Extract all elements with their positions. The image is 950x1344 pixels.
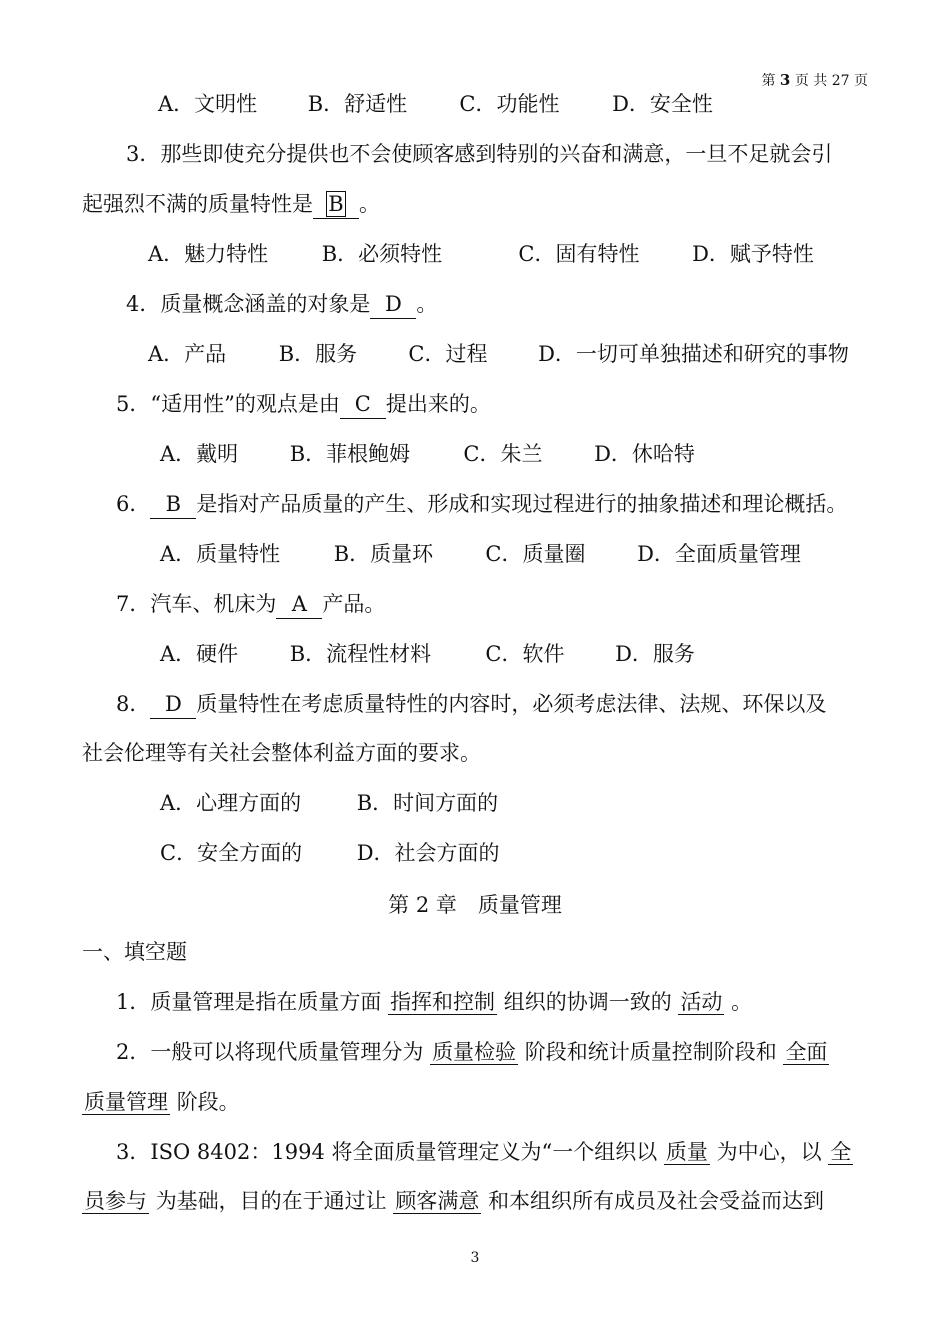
q5-options	[160, 440, 950, 468]
q4-question: 4．质量概念涵盖的对象是 D 。	[126, 290, 950, 319]
answer-blank: 质量管理	[84, 1090, 168, 1114]
option: D．赋予特性	[692, 242, 814, 266]
option: B．质量环	[333, 542, 434, 566]
option: C．质量圈	[485, 542, 586, 566]
option: A．产品	[148, 342, 227, 366]
option: A．心理方面的	[160, 791, 302, 815]
option: B．流程性材料	[289, 642, 432, 666]
q8-line2: 社会伦理等有关社会整体利益方面的要求。	[82, 741, 481, 765]
fill-question-3: 3．ISO 8402：1994 将全面质量管理定义为“一个组织以 质量 为中心，以 全	[116, 1140, 852, 1164]
q8-options-row2	[160, 839, 950, 867]
q6-question: 6． B 是指对产品质量的产生、形成和实现过程进行的抽象描述和理论概括。	[116, 490, 950, 519]
option: C．固有特性	[518, 242, 640, 266]
option: B．时间方面的	[356, 791, 499, 815]
answer-blank: D	[150, 690, 196, 719]
answer-blank: D	[370, 290, 416, 319]
option: D．一切可单独描述和研究的事物	[538, 342, 849, 366]
answer-blank: 员参与	[84, 1189, 147, 1213]
answer-blank: A	[276, 590, 322, 619]
q3-line1: 3．那些即使充分提供也不会使顾客感到特别的兴奋和满意，一旦不足就会引	[126, 142, 833, 166]
option: D．服务	[615, 642, 695, 666]
q7-question: 7．汽车、机床为 A 产品。	[116, 590, 950, 619]
answer-blank: 质量检验	[432, 1040, 517, 1064]
answer-blank: 全	[830, 1140, 852, 1164]
q5-question: 5．“适用性”的观点是由 C 提出来的。	[116, 390, 950, 419]
answer-blank: 活动	[680, 990, 723, 1014]
section-title: 一、填空题	[82, 940, 187, 964]
fill-question-2: 2．一般可以将现代质量管理分为 质量检验 阶段和统计质量控制阶段和 全面	[116, 1040, 828, 1064]
option: A．质量特性	[160, 542, 281, 566]
option: D．社会方面的	[356, 841, 500, 865]
q4-options	[148, 340, 950, 368]
option: C．功能性	[459, 92, 560, 116]
option: A．戴明	[160, 442, 239, 466]
q6-options	[160, 540, 950, 568]
answer-blank: C	[340, 390, 386, 419]
q3-options	[148, 240, 950, 268]
option: D．休哈特	[594, 442, 695, 466]
option: D．安全性	[612, 92, 713, 116]
page-footer-number: 3	[470, 1250, 480, 1266]
answer-blank: 指挥和控制	[390, 990, 496, 1014]
option: D．全面质量管理	[637, 542, 801, 566]
header-total-pages: 27	[831, 73, 850, 89]
q7-options	[160, 640, 950, 668]
q8-options-row1	[160, 789, 950, 817]
fill-question-2-line2: 质量管理 阶段。	[84, 1090, 240, 1114]
option: B．菲根鲍姆	[289, 442, 411, 466]
answer-blank: B	[313, 190, 359, 219]
option: A．硬件	[160, 642, 239, 666]
answer-blank: 全面	[785, 1040, 828, 1064]
option: B．舒适性	[307, 92, 408, 116]
fill-question-1: 1．质量管理是指在质量方面 指挥和控制 组织的协调一致的 活动 。	[116, 990, 753, 1014]
option: A．文明性	[158, 92, 258, 116]
q2-options	[158, 90, 950, 118]
answer-blank: B	[150, 490, 196, 519]
option: C．软件	[485, 642, 565, 666]
page-header: 第 3 页 共 27 页	[761, 71, 868, 89]
chapter-title: 第 2 章 质量管理	[388, 893, 562, 917]
option: A．魅力特性	[148, 242, 269, 266]
answer-blank: 质量	[665, 1140, 708, 1164]
answer-blank: 顾客满意	[395, 1189, 480, 1213]
fill-question-3-line2: 员参与 为基础，目的在于通过让 顾客满意 和本组织所有成员及社会受益而达到	[84, 1189, 825, 1213]
option: C．安全方面的	[160, 841, 303, 865]
header-page-number: 3	[779, 71, 791, 89]
option: C．过程	[408, 342, 488, 366]
option: B．必须特性	[321, 242, 443, 266]
q3-line2: 起强烈不满的质量特性是 B 。	[82, 190, 950, 219]
q8-question: 8． D 质量特性在考虑质量特性的内容时，必须考虑法律、法规、环保以及	[116, 690, 950, 719]
option: B．服务	[278, 342, 358, 366]
option: C．朱兰	[463, 442, 543, 466]
